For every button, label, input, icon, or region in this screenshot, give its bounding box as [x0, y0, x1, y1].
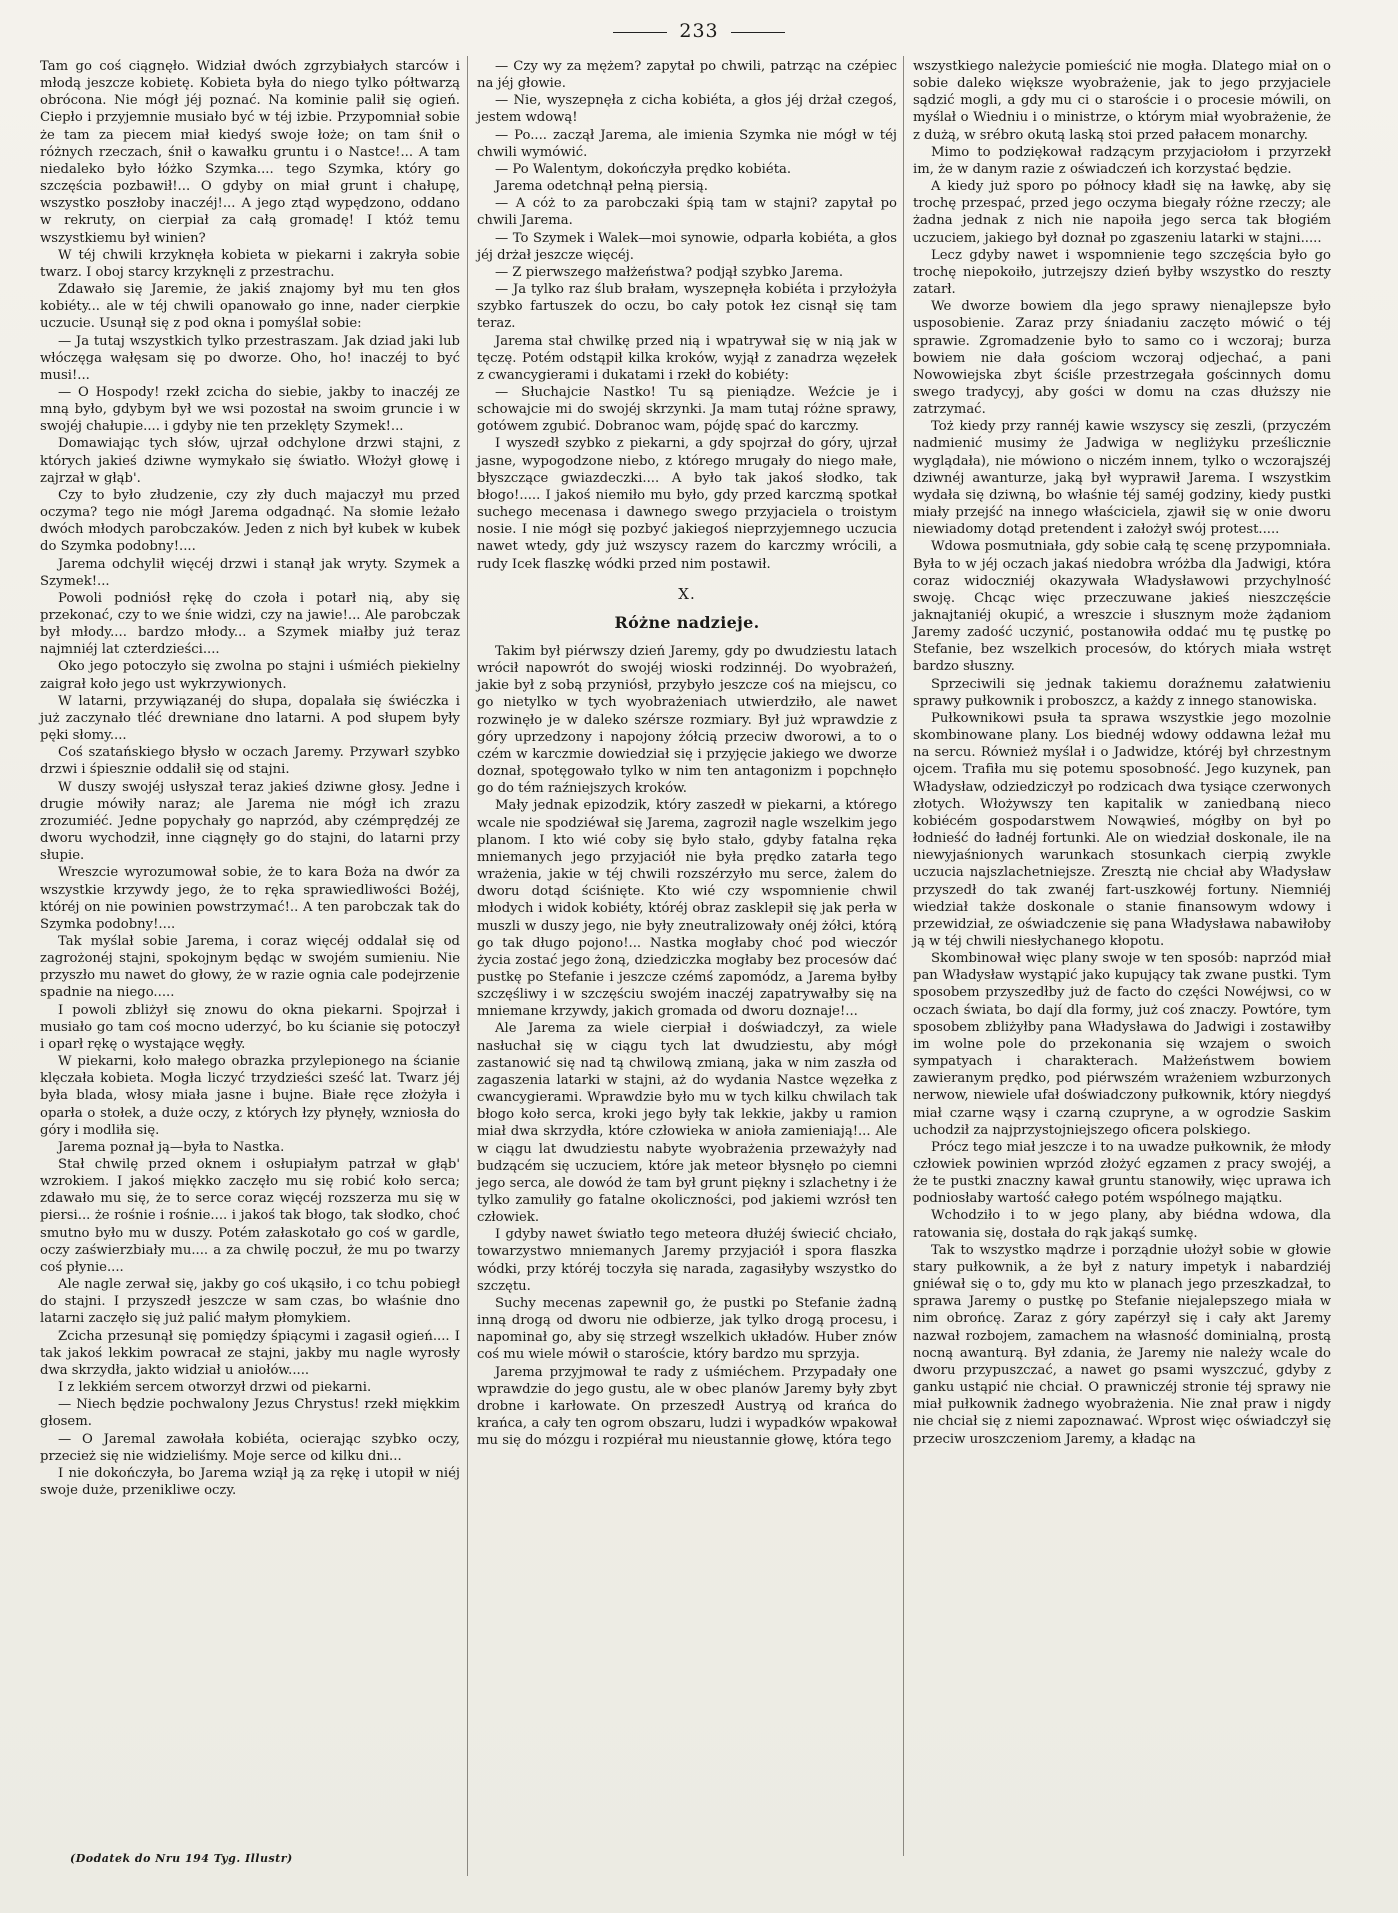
- paragraph: — Ja tylko raz ślub brałam, wyszepnęła kobiéta i przyłożyła szybko fartuszek do oczu, bo cały potok łez cisnął się tam teraz.: [477, 282, 897, 332]
- paragraph: A kiedy już sporo po północy kładł się na ławkę, aby się trochę przespać, przed jego oczyma biegały różne rzeczy; ale żadna jednak z nich nie napoiła jego serca tak błogiém uczuciem, jakiego był doznał po zgaszeniu latarki w stajni.....: [913, 179, 1331, 246]
- paragraph: Jarema stał chwilkę przed nią i wpatrywał się w nią jak w tęczę. Potém odstąpił kilka kroków, wyjął z zanadrza węzełek z cwancygierami i dukatami i rzekł do kobiéty:: [477, 333, 897, 383]
- paragraph: We dworze bowiem dla jego sprawy nienajlepsze było usposobienie. Zaraz przy śniadaniu zaczęto mówić o téj sprawie. Zgromadzenie było to samo co i wczoraj; burza bowiem nie dała gościom wczoraj odjechać, a pani Nowowiejska zbyt ściśle przestrzegała gościnnych domu swego tradycyj, aby gości w domu na czas dłuższy nie zatrzymać.: [913, 299, 1331, 418]
- chapter-number: X.: [678, 584, 696, 603]
- paragraph: — O Hospody! rzekł zcicha do siebie, jakby to inaczéj ze mną było, gdybym był we wsi pozostał na swoim gruncie i w swojéj chałupie.... i gdyby nie ten przeklęty Szymek!...: [40, 384, 460, 435]
- page-number: [0, 20, 1398, 42]
- paragraph: Wreszcie wyrozumował sobie, że to kara Boża na dwór za wszystkie krzywdy jego, że to ręka sprawiedliwości Bożéj, któréj on nie powinien powstrzymać!.. A ten parobczak tak do Szymka podobny!....: [40, 865, 460, 932]
- paragraph: I nie dokończyła, bo Jarema wziął ją za rękę i utopił w niéj swoje duże, przenikliwe oczy.: [40, 1465, 460, 1498]
- column-divider: [903, 56, 904, 1856]
- paragraph: Jarema przyjmował te rady z uśmiéchem. Przypadały one wprawdzie do jego gustu, ale w obec planów Jaremy były zbyt drobne i karłowate. On przeszedł Austryą od krańca do krańca, a cały ten ogrom obszaru, ludzi i wypadków wpakował mu się do mózgu i rozpiérał mu nieustannie głowę, która tego: [477, 1364, 897, 1449]
- paragraph: I z lekkiém sercem otworzył drzwi od piekarni.: [58, 1380, 372, 1396]
- paragraph: Domawiając tych słów, ujrzał odchylone drzwi stajni, z których jakieś dziwne wymykało się światło. Włożył głowę i zajrzał w głąb'.: [40, 436, 460, 486]
- paragraph: Lecz gdyby nawet i wspomnienie tego szczęścia było go trochę niepokoiło, jutrzejszy dzień byłby wszystko do reszty zatarł.: [913, 247, 1331, 298]
- paragraph: Jarema odchylił więcéj drzwi i stanął jak wryty. Szymek a Szymek!...: [40, 556, 460, 589]
- paragraph: Skombinował więc plany swoje w ten sposób: naprzód miał pan Władysław wystąpić jako kupujący tak zwane pustki. Tym sposobem przyszedłby już de facto do części Nowéjwsi, co w oczach świata, bo dají dla formy, już coś znaczy. Powtóre, tym sposobem zbliżyłby pana Władysława do Jadwigi i zostawiłby im wolne pole do przekonania się wzajem o swoich sympatyach i charakterach. Małżeństwem bowiem zawieranym prędko, pod piérwszém wrażeniem wzburzonych nerwow, niewiele ufał doświadczony pułkownik, który niegdyś miał czarne wąsy i czarną czupryne, a w ogrodzie Saskim uchodził za najprzystojniejszego oficera polskiego.: [913, 951, 1331, 1138]
- paragraph: Ale Jarema za wiele cierpiał i doświadczył, za wiele nasłuchał się w ciągu tych lat dwudziestu, aby mógł zastanowić się nad tą chwilową zmianą, jaka w nim zaszła od zagaszenia latarki w stajni, aż do wydania Nastce węzełka z cwancygierami. Wprawdzie było mu w tych kilku chwilach tak błogo koło serca, kroki jego były tak lekkie, jakby u ramion miał dwa skrzydła, które człowieka w anioła zamieniają!... Ale w ciągu lat dwudziestu nabyte wyobrażenia przeważyły nad budzącém się uczuciem, które jak meteor błysnęło po ciemni jego serca, ale dowód że tam był grunt piękny i szlachetny i że tylko zamuliły go fatalne okoliczności, pod jakiemi wzrósł ten człowiek.: [477, 1021, 897, 1226]
- paragraph: — Niech będzie pochwalony Jezus Chrystus! rzekł miękkim głosem.: [40, 1397, 460, 1430]
- paragraph: — Nie, wyszepnęła z cicha kobiéta, a głos jéj drżał czegoś, jestem wdową!: [477, 93, 897, 126]
- paragraph: W latarni, przywiązanéj do słupa, dopalała się świéczka i już zaczynało tléć drewniane dno latarni. A pod słupem były pęki słomy....: [40, 693, 460, 744]
- paragraph: Czy to było złudzenie, czy zły duch majaczył mu przed oczyma? tego nie mógł Jarema odgadnąć. Na słomie leżało dwóch młodych parobczaków. Jeden z nich był kubek w kubek do Szymka podobny!....: [40, 487, 460, 555]
- paragraph: Zdawało się Jaremie, że jakiś znajomy był mu ten głos kobiéty... ale w téj chwili opanowało go inne, nader cierpkie uczucie. Usunął się z pod okna i pomyślał sobie:: [40, 282, 460, 332]
- paragraph: I powoli zbliżył się znowu do okna piekarni. Spojrzał i musiało go tam coś mocno uderzyć, bo ku ścianie się potoczył i oparł rękę o wystające węgły.: [40, 1002, 460, 1052]
- paragraph: Tak to wszystko mądrze i porządnie ułożył sobie w głowie stary pułkownik, a że był z natury impetyk i nabardziéj gniéwał się o to, gdy mu kto w planach jego przeszkadzał, to sprawa Jaremy o pustkę po Stefanie niejalepszego miała w nim obrońcę. Zaraz z góry zapérzył się i cały akt Jaremy nazwał rozbojem, zamachem na własność dominialną, prostą nocną awanturą. Był zdania, że Jaremy nie należy wcale do dworu przypuszczać, a nawet go psami wyszczuć, gdyby z ganku ustąpić nie chciał. O prawniczéj stronie téj sprawy nie miał pułkownik żadnego wyobrażenia. Nie znał praw i nigdy nie chciał się z niemi zapoznawać. Wprost więc oświadczył się przeciw uroszczeniom Jaremy, a kładąc na: [913, 1242, 1331, 1447]
- paragraph: Wdowa posmutniała, gdy sobie całą tę scenę przypomniała. Była to w jéj oczach jakaś niedobra wróżba dla Jadwigi, która coraz widoczniéj okazywała Władysławowi przychylność swoję. Chcąc więc przeczuwane jakieś nieszczęście jaknajtaniéj okupić, a wreszcie i słusznym może żądaniom Jaremy zadość uczynić, postanowiła oddać mu tę pustkę po Stefanie, bez wszelkich procesów, do których miała wstręt bardzo słuszny.: [913, 539, 1331, 675]
- paragraph: — Słuchajcie Nastko! Tu są pieniądze. Weźcie je i schowajcie mi do swojéj skrzynki. Ja mam tutaj różne sprawy, gotówem zgubić. Dobranoc wam, pójdę spać do karczmy.: [477, 384, 897, 435]
- paragraph: — Czy wy za mężem? zapytał po chwili, patrząc na czépiec na jéj głowie.: [477, 59, 897, 92]
- text-column-1: [40, 58, 460, 1499]
- text-column-3: [913, 58, 1331, 1448]
- paragraph: Suchy mecenas zapewnił go, że pustki po Stefanie żadną inną drogą od dworu nie odbierze, jak tylko drogą procesu, i napominał go, aby się strzegł wszelkich układów. Huber znów coś mu wiele mówił o staroście, który bardzo mu sprzyja.: [477, 1295, 897, 1363]
- paragraph: Mały jednak epizodzik, który zaszedł w piekarni, a którego wcale nie spodziéwał się Jarema, zagroził nagle wszelkim jego planom. I kto wié coby się było stało, gdyby fatalna ręka mniemanych jego przyjaciół nie była prędko zatarła tego wrażenia, jakie w téj chwili rozszérzyło mu serce, żalem do dworu dotąd ściśnięte. Kto wié czy wspomnienie chwil młodych i widok kobiéty, któréj obraz zasklepił się jak perła w muszli w duszy jego, nie były zneutralizowały onéj żółci, którą go tak długo pojono!... Nastka mogłaby choć pod wieczór życia zostać jego żoną, dziedziczka mogłaby bez procesów dać pustkę po Stefanie i jeszcze czémś zapomódz, a Jarema byłby szczęśliwy i w szczęściu swojém inaczéj zapatrywałby się na mniemane krzywdy, jakich gromada od dworu doznaje!...: [477, 798, 897, 1020]
- paragraph: Tak myślał sobie Jarema, i coraz więcéj oddalał się od zagrożonéj stajni, spokojnym będąc w swojém sumieniu. Nie przyszło mu nawet do głowy, że w razie ognia cale podejrzenie spadnie na niego.....: [40, 933, 460, 1001]
- paragraph: W téj chwili krzyknęła kobieta w piekarni i zakryła sobie twarz. I oboj starcy krzyknęli z przestrachu.: [40, 247, 460, 280]
- chapter-title: Różne nadzieje.: [614, 612, 760, 632]
- paragraph: — O Jaremal zawołała kobiéta, ocierając szybko oczy, przecież się nie widzieliśmy. Moje serce od kilku dni...: [40, 1431, 460, 1464]
- paragraph: Takim był piérwszy dzień Jaremy, gdy po dwudziestu latach wrócił napowrót do swojéj wioski rodzinnéj. Do wyobrażeń, jakie był z sobą przyniósł, przybyło jeszcze coś na miejscu, co go nietylko w tych wyobrażeniach utwierdziło, ale nawet rozwinęło je w daleko szérsze rozmiary. Był już wprawdzie z góry uprzedzony i napojony żółcią przeciw dworowi, a to o czém w karczmie dowiedział się i przyjęcie jakiego we dworze doznał, spotęgowało tylko w nim ten antagonizm i popchnęło go do tém raźniejszych kroków.: [477, 644, 897, 797]
- paragraph: Stał chwilę przed oknem i osłupiałym patrzał w głąb' wzrokiem. I jakoś miękko zaczęło mu się robić koło serca; zdawało mu się, że to serce coraz więcéj rozszerza mu się w piersi... że rośnie i rośnie.... i jakoś tak błogo, tak słodko, choć smutno było mu w duszy. Potém załaskotało go coś w gardle, oczy zaświerzbiały mu.... a za chwilę poczuł, że mu po twarzy coś płynie....: [40, 1157, 460, 1275]
- paragraph: — Ja tutaj wszystkich tylko przestraszam. Jak dziad jaki lub włóczęga wałęsam się po dworze. Oho, ho! inaczéj to być musi!...: [40, 333, 460, 383]
- paragraph: Prócz tego miał jeszcze i to na uwadze pułkownik, że młody człowiek powinien wprzód złożyć egzamen z pracy swojéj, a że te pustki znaczny kawał gruntu stanowiły, więc uprawa ich podniosłaby wartość całego potém wspólnego majątku.: [913, 1139, 1331, 1207]
- paragraph: Mimo to podziękował radzącym przyjaciołom i przyrzekł im, że w danym razie z oświadczeń ich korzystać będzie.: [913, 144, 1331, 177]
- paragraph: Sprzeciwili się jednak takiemu doraźnemu załatwieniu sprawy pułkownik i proboszcz, a każdy z innego stanowiska.: [913, 676, 1331, 709]
- paragraph: Jarema poznał ją—była to Nastka.: [58, 1139, 285, 1155]
- chapter-x-body: [477, 643, 897, 1449]
- paragraph: Wchodziło i to w jego plany, aby biédna wdowa, dla ratowania się, dostała do rąk jakąś sumkę.: [913, 1208, 1331, 1241]
- paragraph: Powoli podniósł rękę do czoła i potarł nią, aby się przekonać, czy to we śnie widzi, czy na jawie!... Ale parobczak był młody.... bardzo młody... a Szymek miałby już teraz najmniéj lat czterdzieści....: [40, 590, 460, 658]
- paragraph: I gdyby nawet światło tego meteora dłużéj świecić chciało, towarzystwo mniemanych Jaremy przyjaciół i spora flaszka wódki, przy któréj toczyła się narada, zagasiłyby wszystko do szczętu.: [477, 1227, 897, 1294]
- paragraph: Zcicha przesunął się pomiędzy śpiącymi i zagasił ogień.... I tak jakoś lekkim powracał ze stajni, jakby mu nagle wyrosły dwa skrzydła, jakto widział u aniołów.....: [40, 1328, 460, 1378]
- column-divider: [467, 56, 468, 1876]
- paragraph: — A cóż to za parobczaki śpią tam w stajni? zapytał po chwili Jarema.: [477, 196, 897, 229]
- page-number-text: 233: [679, 20, 719, 42]
- paragraph: — Z pierwszego małżeństwa? podjął szybko Jarema.: [495, 264, 844, 280]
- paragraph: Ale nagle zerwał się, jakby go coś ukąsiło, i co tchu pobiegł do stajni. I przyszedł jeszcze w sam czas, bo właśnie dno latarni zaczęło się już palić małym płomykiem.: [40, 1277, 460, 1327]
- paragraph: — To Szymek i Walek—moi synowie, odparła kobiéta, a głos jéj drżał jeszcze więcéj.: [477, 230, 897, 263]
- paragraph: — Po.... zaczął Jarema, ale imienia Szymka nie mógł w téj chwili wymówić.: [477, 127, 897, 160]
- paragraph: Pułkownikowi psuła ta sprawa wszystkie jego mozolnie skombinowane plany. Los biednéj wdowy oddawna leżał mu na sercu. Również myślał i o Jadwidze, któréj był chrzestnym ojcem. Trafiła mu się potemu sposobność. Jego kuzynek, pan Władysław, odziedziczył po rodzicach dwa tysiące czerwonych złotych. Włożywszy ten kapitalik w zaniedbaną nieco kobiécém gospodarstwem Nowąwieś, mógłby on był po łodnieść do ładnéj fortunki. Ale on wiedział doskonale, ile na niewyjaśnionych warunkach stosunkach cierpią zwykle uczucia najszlachetniejsze. Zresztą nie chciał aby Władysław przyszedł do tak zwanéj fart-uszkowéj fortuny. Niemniéj wiedział także doskonale o stanie finansowym wdowy i przewidział, ze oświadczenie się pana Władysława nabawiłoby ją w téj chwili niesłychanego kłopotu.: [913, 710, 1331, 949]
- paragraph: Toż kiedy przy rannéj kawie wszyscy się zeszli, (przyczém nadmienić musimy że Jadwiga w negliżyku prześlicznie wyglądała), nie mówiono o niczém innem, tylko o wczorajszéj dziwnéj awanturze, jaką był wyprawił Jarema. I wszystkim wydała się dziwną, bo właśnie téj saméj godziny, kiedy pustki miały przejść na innego właściciela, zjawił się w onie dworu niewiadomy dotąd pretendent i założył swój protest.....: [913, 419, 1331, 538]
- paragraph: Jarema odetchnął pełną piersią.: [495, 179, 708, 195]
- folio-rule-right: [731, 32, 785, 33]
- paragraph: — Po Walentym, dokończyła prędko kobiéta.: [495, 161, 792, 177]
- paragraph: W duszy swojéj usłyszał teraz jakieś dziwne głosy. Jedne i drugie mówiły naraz; ale Jarema nie mógł ich zrazu zrozumiéć. Jedne popychały go naprzód, aby czémprędzéj ze dworu wychodził, inne ciągnęły go do stajni, do latarni przy słupie.: [40, 779, 460, 864]
- chapter-ix-ending: [477, 58, 897, 573]
- paragraph: Coś szatańskiego błysło w oczach Jaremy. Przywarł szybko drzwi i śpiesznie oddalił się od stajni.: [40, 745, 460, 778]
- text-column-2: [477, 58, 897, 1449]
- paragraph: wszystkiego należycie pomieścić nie mogła. Dlatego miał on o sobie daleko większe wyobrażenie, jak to jego przyjaciele sądzić mogli, a gdy mu ci o staroście i o procesie mówili, on myślał o Wiedniu i o ministrze, o którym miał wyobrażenie, że z dużą, w srébro okutą laską stoi przed pałacem monarchy.: [913, 59, 1331, 143]
- folio-rule-left: [613, 32, 667, 33]
- paragraph: I wyszedł szybko z piekarni, a gdy spojrzał do góry, ujrzał jasne, wypogodzone niebo, z którego mrugały do niego małe, błyszczące gwiazdeczki.... A było tak jakoś słodko, tak błogo!..... I jakoś niemiło mu było, gdy przed karczmą spotkał suchego mecenasa i dawnego swego przyjaciela o troistym nosie. I nie mógł się pozbyć jakiegoś nieprzyjemnego uczucia nawet wtedy, gdy już wszyscy razem do karczmy wrócili, a rudy Icek flaszkę wódki przed nim postawił.: [477, 436, 897, 572]
- paragraph: Oko jego potoczyło się zwolna po stajni i uśmiéch piekielny zaigrał koło jego ust wykrzywionych.: [40, 659, 460, 692]
- paragraph: Tam go coś ciągnęło. Widział dwóch zgrzybiałych starców i młodą jeszcze kobietę. Kobieta była do niego tylko półtwarzą obrócona. Nie mógł jéj poznać. Na kominie palił się ogień. Ciepło i przyjemnie musiało być w téj izbie. Przypomniał sobie że tam za piecem miał kiedyś swoje łoże; on tam śnił o różnych rzeczach, śnił o kawałku gruntu i o Nastce!... A tam niedaleko było łóżko Szymka.... tego Szymka, który go szczęścia pozbawił!... O gdyby on miał grunt i chałupę, wszystko poszłoby inaczéj!... A jego ztąd wypędzono, oddano w rekruty, on cierpiał za całą gromadę! I któż temu wszystkiemu był winien?: [40, 59, 460, 246]
- paragraph: W piekarni, koło małego obrazka przylepionego na ścianie klęczała kobieta. Mogła liczyć trzydzieści sześć lat. Twarz jéj była blada, włosy miała jasne i bujne. Białe ręce złożyła i oparła o stołek, a duże oczy, z których łzy płynęły, wzniosła do góry i modliła się.: [40, 1054, 460, 1138]
- supplement-note: (Dodatek do Nru 194 Tyg. Illustr): [70, 1852, 293, 1865]
